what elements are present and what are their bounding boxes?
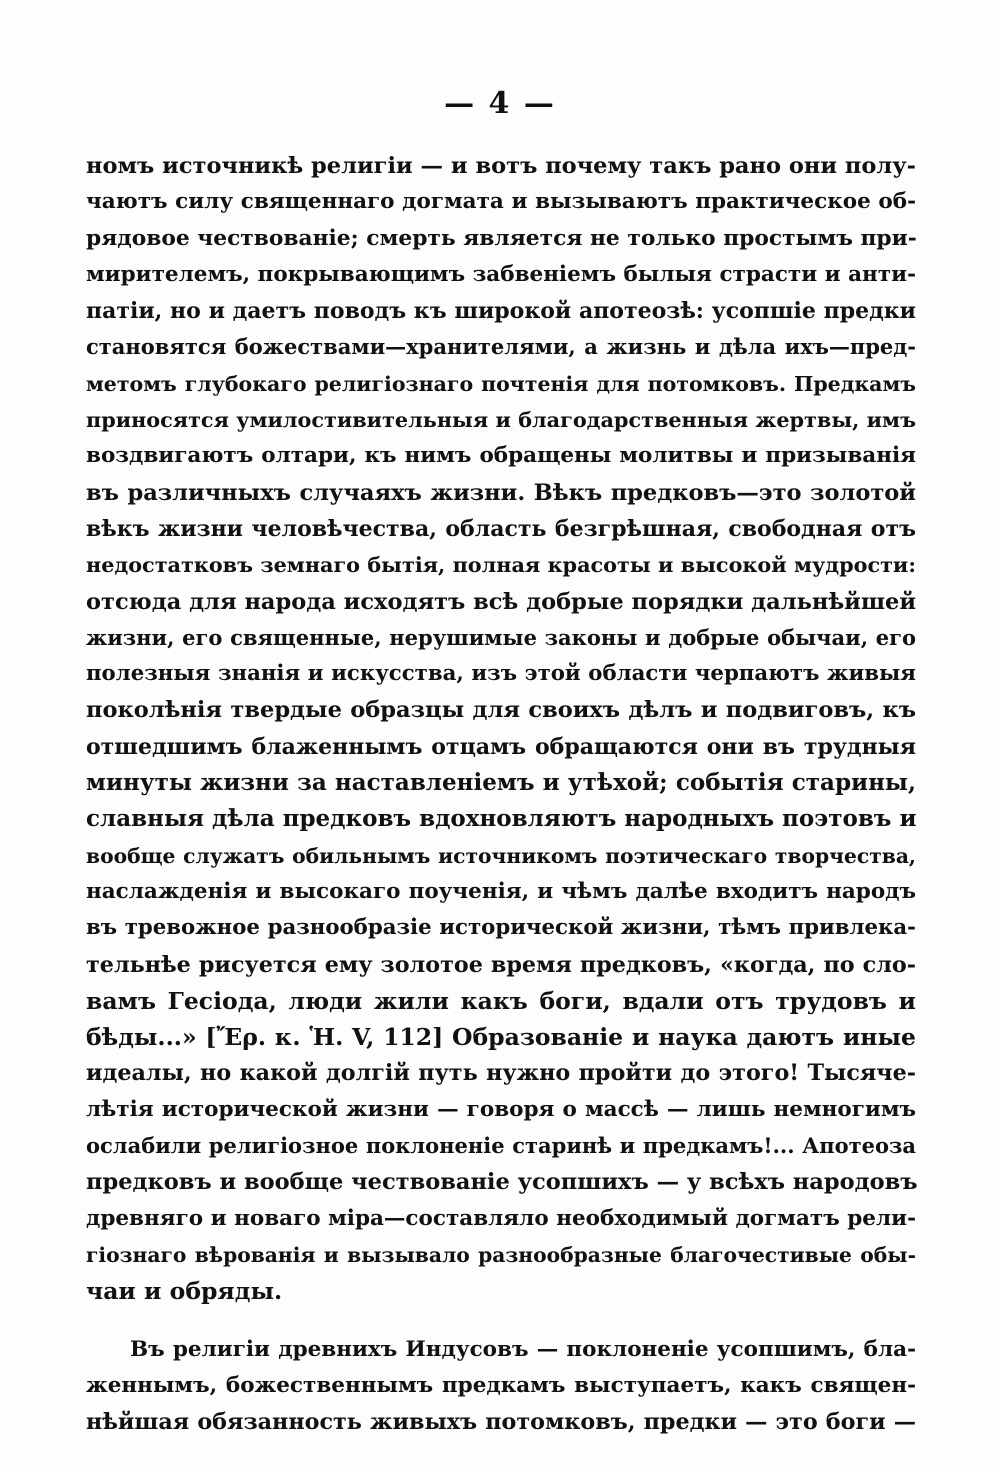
text-line: Въ религіи древнихъ Индусовъ — поклоненіе усопшимъ, бла-	[130, 1336, 916, 1362]
text-line: гіознаго вѣрованія и вызывало разнообразные благочестивые обы-	[86, 1242, 916, 1267]
body-text	[86, 148, 916, 1440]
paragraph-1	[86, 148, 916, 1310]
text-line: чаютъ силу священнаго догмата и вызываютъ практическое об-	[86, 189, 916, 215]
text-line: тельнѣе рисуется ему золотое время предковъ, «когда, по сло-	[86, 951, 916, 978]
text-line: минуты жизни за наставленіемъ и утѣхой; событія старины,	[86, 769, 916, 797]
text-line: недостатковъ земнаго бытія, полная красоты и высокой мудрости:	[86, 553, 916, 578]
text-line: чаи и обряды.	[86, 1277, 283, 1306]
text-line: жизни, его священные, нерушимые законы и добрые обычаи, его	[86, 624, 916, 650]
text-line: славныя дѣла предковъ вдохновляютъ народныхъ поэтовъ и	[86, 805, 917, 833]
text-line: становятся божествами—хранителями, а жизнь и дѣла ихъ—пред-	[86, 334, 916, 360]
text-line: вѣкъ жизни человѣчества, область безгрѣшная, свободная отъ	[86, 515, 916, 542]
text-line: вамъ Гесіода, люди жили какъ боги, вдали отъ трудовъ и	[86, 986, 916, 1015]
text-line: нѣйшая обязанность живыхъ потомковъ, предки — это боги —	[86, 1409, 916, 1436]
text-line: рядовое чествованіе; смерть является не только простымъ при-	[86, 225, 917, 251]
text-line: вообще служатъ обильнымъ источникомъ поэтическаго творчества,	[86, 843, 916, 868]
text-line: патіи, но и даетъ поводъ къ широкой апотеозѣ: усопшіе предки	[86, 298, 916, 325]
text-line: идеалы, но какой долгій путь нужно пройти до этого! Тысяче-	[86, 1060, 916, 1087]
text-line: воздвигаютъ олтари, къ нимъ обращены молитвы и призыванія	[86, 443, 916, 469]
text-line: въ тревожное разнообразіе исторической жизни, тѣмъ привлека-	[86, 915, 916, 941]
text-line: предковъ и вообще чествованіе усопшихъ — у всѣхъ народовъ	[86, 1169, 918, 1196]
text-line: отшедшимъ блаженнымъ отцамъ обращаются они въ трудныя	[86, 733, 916, 760]
text-line: древняго и новаго міра—составляло необходимый догматъ рели-	[86, 1205, 916, 1231]
paragraph-gap	[86, 1310, 916, 1332]
text-line: мирителемъ, покрывающимъ забвеніемъ былыя страсти и анти-	[86, 261, 916, 287]
text-line: въ различныхъ случаяхъ жизни. Вѣкъ предковъ—это золотой	[86, 479, 916, 506]
text-line: бѣды...» [Ἔρ. κ. Ἡ. V, 112] Образованіе и наука даютъ иные	[86, 1023, 916, 1052]
text-line: наслажденія и высокаго поученія, и чѣмъ далѣе входитъ народъ	[86, 878, 916, 904]
page-number: — 4 —	[444, 86, 556, 121]
text-line: отсюда для народа исходятъ всѣ добрые порядки дальнѣйшей	[86, 588, 917, 615]
text-line: поколѣнія твердые образцы для своихъ дѣлъ и подвиговъ, къ	[86, 697, 916, 724]
text-line: полезныя знанія и искусства, изъ этой области черпаютъ живыя	[86, 661, 916, 687]
text-line: метомъ глубокаго религіознаго почтенія для потомковъ. Предкамъ	[86, 371, 916, 396]
text-line: номъ источникѣ религіи — и вотъ почему такъ рано они полу-	[86, 153, 916, 179]
text-line: женнымъ, божественнымъ предкамъ выступаетъ, какъ священ-	[86, 1372, 916, 1398]
text-line: лѣтія исторической жизни — говоря о массѣ — лишь немногимъ	[86, 1096, 916, 1122]
text-line: ослабили религіозное поклоненіе старинѣ и предкамъ!... Апотеоза	[86, 1133, 916, 1159]
paragraph-2	[86, 1332, 916, 1441]
text-line: приносятся умилостивительныя и благодарственныя жертвы, имъ	[86, 408, 916, 433]
